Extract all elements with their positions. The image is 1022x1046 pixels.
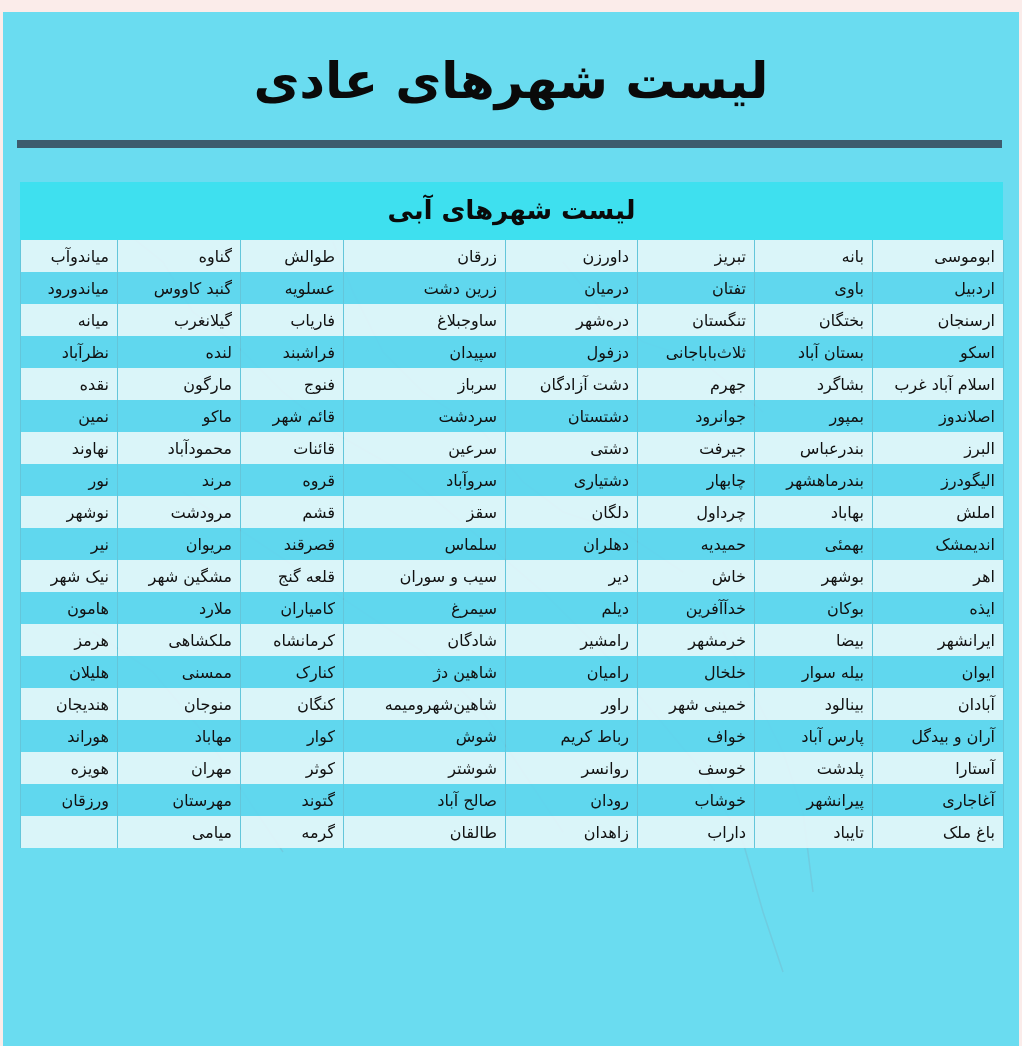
table-row [21, 432, 1004, 464]
city-cell: جوانرود [638, 400, 755, 432]
city-cell: روانسر [506, 752, 638, 784]
city-cell: سرباز [344, 368, 506, 400]
city-cell: دیلم [506, 592, 638, 624]
city-cell: تبریز [638, 240, 755, 272]
city-cell: شوش [344, 720, 506, 752]
city-cell: املش [873, 496, 1004, 528]
city-cell: اندیمشک [873, 528, 1004, 560]
city-cell: بیضا [755, 624, 873, 656]
city-cell: اهر [873, 560, 1004, 592]
city-cell: قروه [241, 464, 344, 496]
city-cell: بیله سوار [755, 656, 873, 688]
table-row [21, 816, 1004, 848]
city-cell: قلعه گنج [241, 560, 344, 592]
city-cell: صالح آباد [344, 784, 506, 816]
city-cell: تفتان [638, 272, 755, 304]
city-cell: ایوان [873, 656, 1004, 688]
city-cell: گنبد کاووس [118, 272, 241, 304]
city-cell: ارسنجان [873, 304, 1004, 336]
table-row [21, 368, 1004, 400]
city-cell: دشت آزادگان [506, 368, 638, 400]
city-cell: فاریاب [241, 304, 344, 336]
city-cell: سقز [344, 496, 506, 528]
city-cell: سیب و سوران [344, 560, 506, 592]
city-cell: رامیان [506, 656, 638, 688]
city-cell: آران و بیدگل [873, 720, 1004, 752]
city-cell: دزفول [506, 336, 638, 368]
city-cell: خدآآفرین [638, 592, 755, 624]
table-row [21, 528, 1004, 560]
table-row [21, 624, 1004, 656]
table-row [21, 752, 1004, 784]
city-cell: جهرم [638, 368, 755, 400]
city-cell: داورزن [506, 240, 638, 272]
table-row [21, 688, 1004, 720]
city-cell: قائنات [241, 432, 344, 464]
city-cell: دشتستان [506, 400, 638, 432]
city-cell: نمین [21, 400, 118, 432]
city-cell: کوثر [241, 752, 344, 784]
city-cell: هلیلان [21, 656, 118, 688]
city-cell: بندرعباس [755, 432, 873, 464]
city-cell: سردشت [344, 400, 506, 432]
city-cell: کوار [241, 720, 344, 752]
city-cell: زرین دشت [344, 272, 506, 304]
city-cell: طوالش [241, 240, 344, 272]
city-cell: سپیدان [344, 336, 506, 368]
city-cell [21, 816, 118, 848]
city-cell: قشم [241, 496, 344, 528]
city-cell: خاش [638, 560, 755, 592]
city-cell: تایباد [755, 816, 873, 848]
city-cell: نوشهر [21, 496, 118, 528]
city-cell: اسکو [873, 336, 1004, 368]
city-cell: شاهین دژ [344, 656, 506, 688]
city-cell: هندیجان [21, 688, 118, 720]
city-cell: میامی [118, 816, 241, 848]
city-cell: کامیاران [241, 592, 344, 624]
city-cell: کنارک [241, 656, 344, 688]
city-cell: زاهدان [506, 816, 638, 848]
city-cell: ماکو [118, 400, 241, 432]
city-cell: بوشهر [755, 560, 873, 592]
city-cell: بشاگرد [755, 368, 873, 400]
city-cell: خوشاب [638, 784, 755, 816]
city-cell: بهمئی [755, 528, 873, 560]
city-cell: سروآباد [344, 464, 506, 496]
city-cell: بوکان [755, 592, 873, 624]
city-cell: لنده [118, 336, 241, 368]
city-cell: گرمه [241, 816, 344, 848]
cities-table [20, 240, 1004, 848]
table-row [21, 592, 1004, 624]
table-row [21, 784, 1004, 816]
city-cell: ایذه [873, 592, 1004, 624]
city-cell: خرمشهر [638, 624, 755, 656]
city-cell: بندرماهشهر [755, 464, 873, 496]
city-cell: میاندوآب [21, 240, 118, 272]
table-row [21, 656, 1004, 688]
table-row [21, 560, 1004, 592]
city-cell: باغ ملک [873, 816, 1004, 848]
city-cell: ساوجبلاغ [344, 304, 506, 336]
city-cell: چابهار [638, 464, 755, 496]
city-cell: بمپور [755, 400, 873, 432]
city-cell: پارس آباد [755, 720, 873, 752]
city-cell: هویزه [21, 752, 118, 784]
city-cell: جیرفت [638, 432, 755, 464]
title-divider [17, 140, 1002, 148]
city-cell: اردبیل [873, 272, 1004, 304]
table-row [21, 464, 1004, 496]
city-cell: چرداول [638, 496, 755, 528]
city-cell: نور [21, 464, 118, 496]
city-cell: نهاوند [21, 432, 118, 464]
city-cell: خوسف [638, 752, 755, 784]
city-cell: بانه [755, 240, 873, 272]
city-cell: دلگان [506, 496, 638, 528]
table-heading: لیست شهرهای آبی [20, 182, 1003, 240]
city-cell: قائم شهر [241, 400, 344, 432]
city-cell: خلخال [638, 656, 755, 688]
city-cell: زرقان [344, 240, 506, 272]
table-row [21, 496, 1004, 528]
city-cell: شوشتر [344, 752, 506, 784]
city-cell: خمینی شهر [638, 688, 755, 720]
city-cell: مهران [118, 752, 241, 784]
city-cell: خواف [638, 720, 755, 752]
city-cell: حمیدیه [638, 528, 755, 560]
city-cell: باوی [755, 272, 873, 304]
city-cell: دشتی [506, 432, 638, 464]
table-row [21, 272, 1004, 304]
city-cell: هامون [21, 592, 118, 624]
city-cell: سلماس [344, 528, 506, 560]
city-cell: شاهین‌شهرومیمه [344, 688, 506, 720]
city-cell: تنگستان [638, 304, 755, 336]
city-cell: آغاجاری [873, 784, 1004, 816]
table-row [21, 304, 1004, 336]
city-cell: کنگان [241, 688, 344, 720]
city-cell: میاندورود [21, 272, 118, 304]
city-cell: درمیان [506, 272, 638, 304]
city-cell: قصرقند [241, 528, 344, 560]
city-cell: سرعین [344, 432, 506, 464]
city-cell: سیمرغ [344, 592, 506, 624]
city-cell: بختگان [755, 304, 873, 336]
top-strip [0, 0, 1022, 12]
table-body [21, 240, 1004, 848]
city-cell: داراب [638, 816, 755, 848]
city-cell: راور [506, 688, 638, 720]
city-cell: رامشیر [506, 624, 638, 656]
city-cell: ایرانشهر [873, 624, 1004, 656]
city-cell: پلدشت [755, 752, 873, 784]
city-cell: دشتیاری [506, 464, 638, 496]
city-cell: اسلام آباد غرب [873, 368, 1004, 400]
city-cell: گیلانغرب [118, 304, 241, 336]
table-row [21, 720, 1004, 752]
city-cell: اصلاندوز [873, 400, 1004, 432]
city-cell: آبادان [873, 688, 1004, 720]
poster-panel [3, 12, 1019, 1046]
cities-table-container [20, 182, 1003, 848]
city-cell: ممسنی [118, 656, 241, 688]
city-cell: بینالود [755, 688, 873, 720]
city-cell: نیک شهر [21, 560, 118, 592]
city-cell: هوراند [21, 720, 118, 752]
city-cell: مرودشت [118, 496, 241, 528]
city-cell: رودان [506, 784, 638, 816]
city-cell: ورزقان [21, 784, 118, 816]
city-cell: رباط کریم [506, 720, 638, 752]
city-cell: مهاباد [118, 720, 241, 752]
table-row [21, 240, 1004, 272]
city-cell: مرند [118, 464, 241, 496]
city-cell: آستارا [873, 752, 1004, 784]
city-cell: بستان آباد [755, 336, 873, 368]
city-cell: پیرانشهر [755, 784, 873, 816]
city-cell: شادگان [344, 624, 506, 656]
city-cell: میانه [21, 304, 118, 336]
city-cell: گتوند [241, 784, 344, 816]
city-cell: محمودآباد [118, 432, 241, 464]
city-cell: مشگین شهر [118, 560, 241, 592]
city-cell: ثلاث‌باباجانی [638, 336, 755, 368]
city-cell: کرمانشاه [241, 624, 344, 656]
city-cell: دره‌شهر [506, 304, 638, 336]
city-cell: ملارد [118, 592, 241, 624]
city-cell: البرز [873, 432, 1004, 464]
page-title: لیست شهرهای عادی [253, 52, 769, 110]
city-cell: نیر [21, 528, 118, 560]
city-cell: هرمز [21, 624, 118, 656]
city-cell: دهلران [506, 528, 638, 560]
city-cell: نقده [21, 368, 118, 400]
city-cell: گناوه [118, 240, 241, 272]
city-cell: دیر [506, 560, 638, 592]
city-cell: مارگون [118, 368, 241, 400]
city-cell: مریوان [118, 528, 241, 560]
city-cell: طالقان [344, 816, 506, 848]
city-cell: ملکشاهی [118, 624, 241, 656]
table-row [21, 336, 1004, 368]
city-cell: نظرآباد [21, 336, 118, 368]
city-cell: مهرستان [118, 784, 241, 816]
city-cell: فراشبند [241, 336, 344, 368]
city-cell: بهاباد [755, 496, 873, 528]
city-cell: عسلویه [241, 272, 344, 304]
city-cell: الیگودرز [873, 464, 1004, 496]
city-cell: ابوموسی [873, 240, 1004, 272]
city-cell: منوجان [118, 688, 241, 720]
city-cell: فنوج [241, 368, 344, 400]
table-row [21, 400, 1004, 432]
